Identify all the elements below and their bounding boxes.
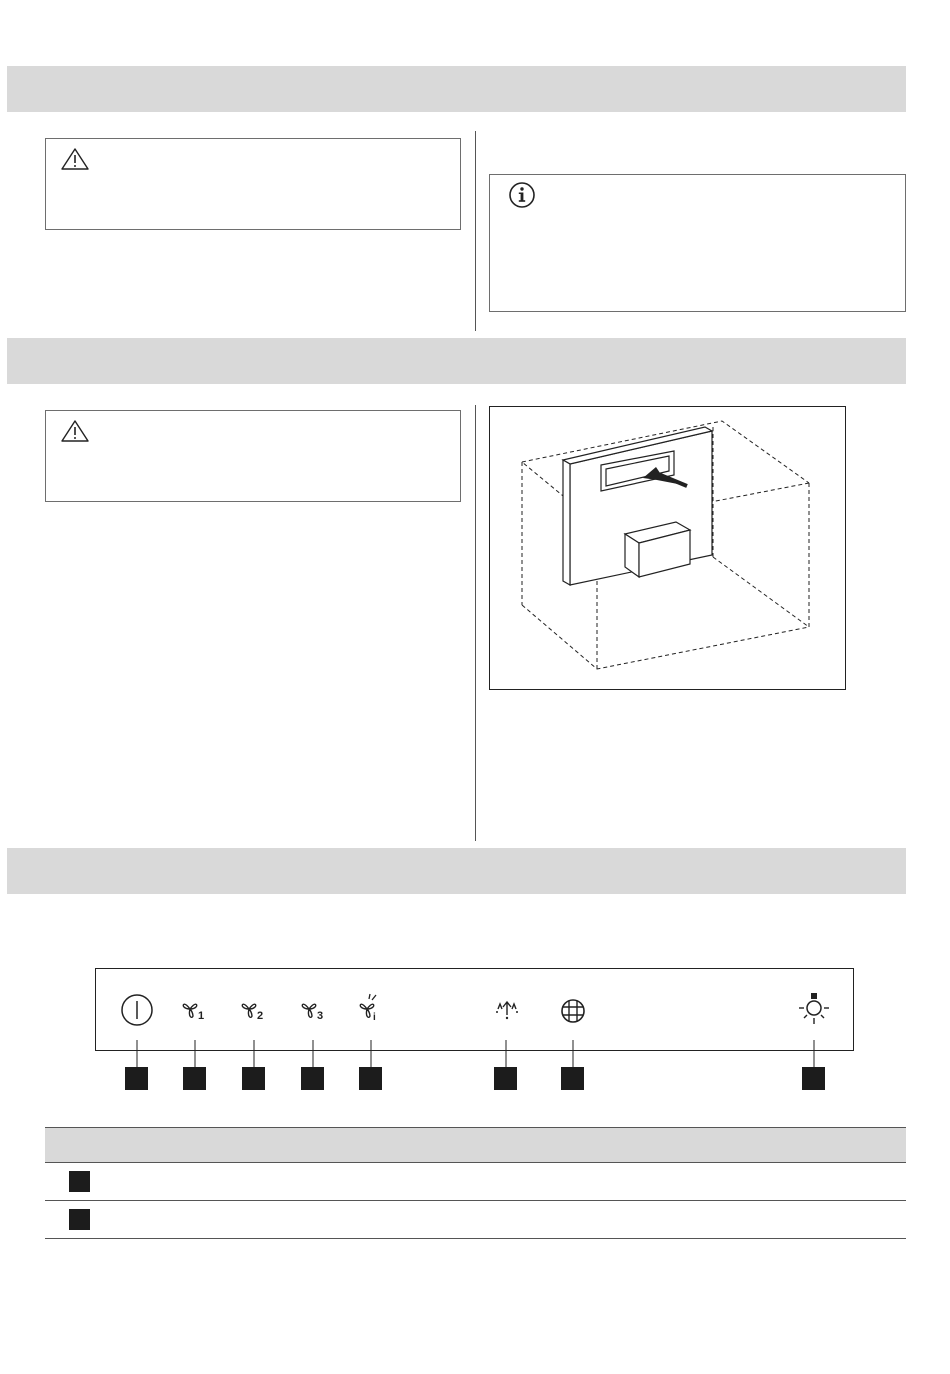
callout-marker bbox=[301, 1067, 324, 1090]
fan-boost-icon[interactable] bbox=[356, 993, 384, 1023]
callout-marker bbox=[242, 1067, 265, 1090]
row-marker bbox=[69, 1209, 90, 1230]
section-header-band-1 bbox=[7, 66, 906, 112]
fan-speed-3-icon[interactable] bbox=[299, 997, 327, 1023]
column-divider bbox=[475, 405, 476, 841]
warning-triangle-icon bbox=[60, 147, 90, 171]
filter-grid-icon[interactable] bbox=[559, 997, 587, 1025]
table-header bbox=[45, 1127, 906, 1163]
svg-text:i: i bbox=[373, 1012, 376, 1023]
svg-text:1: 1 bbox=[198, 1010, 205, 1022]
row-marker bbox=[69, 1171, 90, 1192]
table-row bbox=[45, 1201, 906, 1239]
warning-box bbox=[45, 410, 461, 502]
info-box bbox=[489, 174, 906, 312]
section-header-band-2 bbox=[7, 338, 906, 384]
fan-speed-2-icon[interactable] bbox=[239, 997, 267, 1023]
fan-speed-1-icon[interactable] bbox=[180, 997, 208, 1023]
light-icon[interactable] bbox=[797, 991, 831, 1027]
warning-triangle-icon bbox=[60, 419, 90, 443]
column-divider bbox=[475, 131, 476, 331]
table-row bbox=[45, 1163, 906, 1201]
callout-marker bbox=[494, 1067, 517, 1090]
callout-marker bbox=[359, 1067, 382, 1090]
product-illustration bbox=[489, 406, 846, 690]
callout-marker bbox=[125, 1067, 148, 1090]
section-header-band-3 bbox=[7, 848, 906, 894]
callout-marker bbox=[561, 1067, 584, 1090]
svg-text:2: 2 bbox=[257, 1010, 264, 1022]
callout-marker bbox=[802, 1067, 825, 1090]
svg-text:3: 3 bbox=[317, 1010, 324, 1022]
warning-box bbox=[45, 138, 461, 230]
info-icon bbox=[508, 181, 536, 209]
callout-marker bbox=[183, 1067, 206, 1090]
power-icon[interactable] bbox=[120, 993, 154, 1027]
cooktop-extractor-illustration bbox=[490, 407, 845, 689]
auto-mode-icon[interactable] bbox=[492, 995, 522, 1021]
